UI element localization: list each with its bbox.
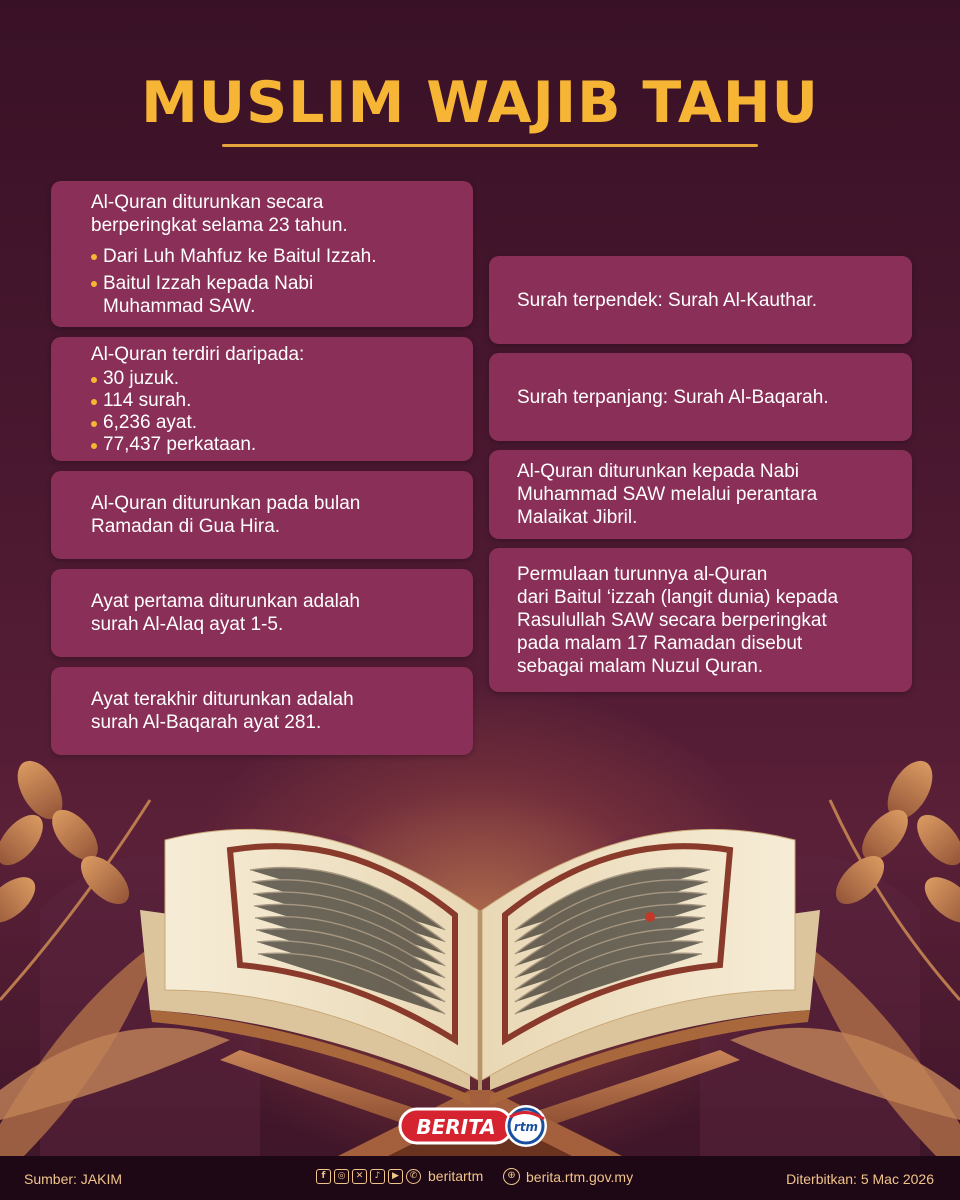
fact-bullet: 30 juzuk. (91, 368, 439, 390)
fact-text: Permulaan turunnya al-Quran dari Baitul ‘izzah (langit dunia) kepada Rasulullah SAW secara berperingkat pada malam 17 Ramadan disebut sebagai malam Nuzul Quran. (517, 563, 839, 677)
globe-icon: ⊕ (503, 1168, 520, 1185)
footer-published-date: Diterbitkan: 5 Mac 2026 (786, 1171, 934, 1187)
fact-card-jibril (489, 450, 912, 539)
fact-text: Al-Quran diturunkan pada bulan Ramadan di Gua Hira. (91, 493, 361, 537)
fact-bullet-list (91, 241, 439, 318)
fact-text: Al-Quran diturunkan kepada Nabi Muhammad SAW melalui perantara Malaikat Jibril. (517, 461, 818, 528)
title-underline (222, 144, 758, 147)
footer-website-url[interactable]: berita.rtm.gov.my (526, 1168, 634, 1185)
footer-website[interactable] (503, 1168, 633, 1185)
logo-text: BERITA (416, 1115, 496, 1139)
fact-card-revelation-stages (51, 181, 473, 327)
fact-text: Ayat pertama diturunkan adalah surah Al-Alaq ayat 1-5. (91, 591, 360, 635)
footer-social-links (316, 1168, 483, 1184)
fact-text: Surah terpendek: Surah Al-Kauthar. (517, 289, 817, 311)
fact-bullet: Baitul Izzah kepada Nabi Muhammad SAW. (91, 272, 439, 318)
fact-text: Al-Quran diturunkan secara berperingkat selama 23 tahun. (91, 191, 348, 236)
berita-rtm-logo (398, 1103, 554, 1149)
fact-card-shortest-surah (489, 256, 912, 344)
footer-source: Sumber: JAKIM (24, 1171, 123, 1187)
fact-bullet: 77,437 perkataan. (91, 434, 439, 456)
tiktok-icon[interactable]: ♪ (370, 1169, 385, 1184)
page-title: MUSLIM WAJIB TAHU (141, 70, 819, 136)
fact-text: Al-Quran terdiri daripada: (91, 343, 305, 365)
whatsapp-icon[interactable]: ✆ (406, 1169, 421, 1184)
instagram-icon[interactable]: ◎ (334, 1169, 349, 1184)
fact-card-nuzul-quran (489, 548, 912, 692)
footer (0, 1156, 960, 1200)
fact-text: Surah terpanjang: Surah Al-Baqarah. (517, 386, 829, 408)
fact-card-gua-hira (51, 471, 473, 559)
fact-text: Ayat terakhir diturunkan adalah surah Al-Baqarah ayat 281. (91, 689, 354, 733)
fact-card-longest-surah (489, 353, 912, 441)
fact-card-first-verse (51, 569, 473, 657)
facebook-icon[interactable]: f (316, 1169, 331, 1184)
footer-social-handle[interactable]: beritartm (428, 1168, 484, 1184)
fact-bullet-list (91, 368, 439, 456)
fact-card-last-verse (51, 667, 473, 755)
fact-card-quran-contents (51, 337, 473, 461)
x-icon[interactable]: ✕ (352, 1169, 367, 1184)
youtube-icon[interactable]: ▶ (388, 1169, 403, 1184)
quran-illustration (0, 760, 960, 1160)
fact-bullet: 114 surah. (91, 390, 439, 412)
fact-bullet: 6,236 ayat. (91, 412, 439, 434)
fact-bullet: Dari Luh Mahfuz ke Baitul Izzah. (91, 245, 439, 268)
logo-sub-text: rtm (513, 1120, 539, 1134)
